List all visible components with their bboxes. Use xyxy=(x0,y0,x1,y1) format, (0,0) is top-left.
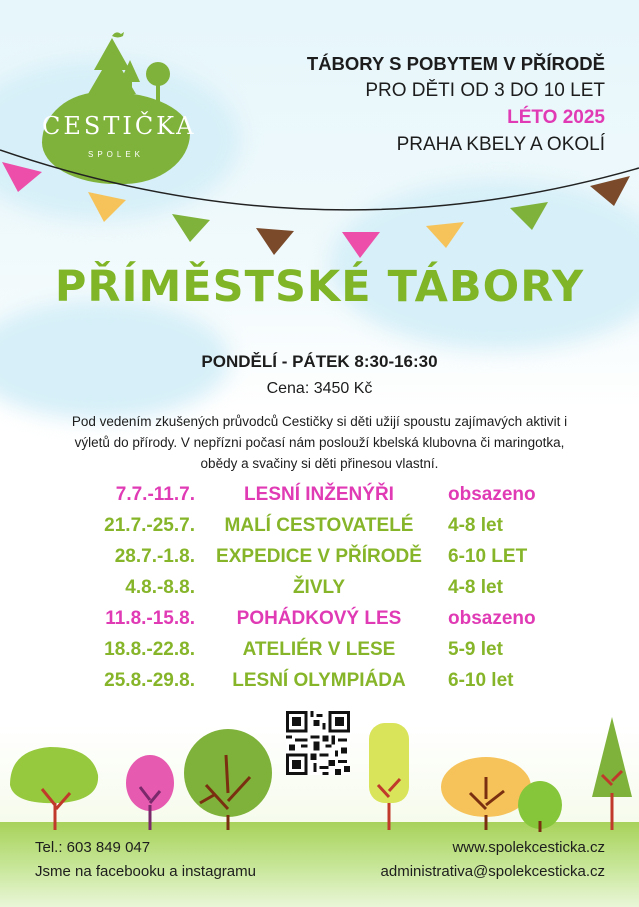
description: Pod vedením zkušených průvodců Cestičky si děti užijí spoustu zajímavých aktivit i výletů do přírody. V nepřízni počasí nám poslouží kbelská klubovna či maringotka, obědy a svačiny si děti přinesou vlastní. xyxy=(71,414,568,471)
schedule-info: obsazeno xyxy=(448,484,536,505)
social-note: Jsme na facebooku a instagramu xyxy=(35,863,256,880)
round-tree-icon xyxy=(518,781,562,832)
main-title: PŘÍMĚSTSKÉ TÁBORY xyxy=(54,262,585,312)
website-link[interactable]: www.spolekcesticka.cz xyxy=(452,839,605,856)
schedule-row xyxy=(0,546,639,576)
round-tree-icon xyxy=(441,757,531,830)
flag-green xyxy=(510,202,548,230)
header-season: LÉTO 2025 xyxy=(507,107,605,128)
schedule-dates: 11.8.-15.8. xyxy=(105,608,195,629)
pine-tree-icon xyxy=(369,723,409,830)
opening-hours: PONDĚLÍ - PÁTEK 8:30-16:30 xyxy=(201,352,438,371)
schedule-info: 6-10 LET xyxy=(448,546,528,567)
footer-contacts xyxy=(35,836,256,884)
footer-web xyxy=(381,836,605,884)
schedule-name: ŽIVLY xyxy=(292,577,346,598)
phone-number: Tel.: 603 849 047 xyxy=(35,839,151,856)
header-title: TÁBORY S POBYTEM V PŘÍRODĚ xyxy=(306,53,605,74)
schedule-info: 4-8 let xyxy=(448,577,503,598)
bird-icon xyxy=(112,32,124,38)
flag-brown xyxy=(590,176,630,206)
schedule-row xyxy=(0,670,639,700)
schedule-dates: 28.7.-1.8. xyxy=(114,546,195,567)
flag-green xyxy=(172,214,210,242)
schedule-name: POHÁDKOVÝ LES xyxy=(236,608,402,629)
schedule-dates: 18.8.-22.8. xyxy=(104,639,195,660)
schedule-info: obsazeno xyxy=(448,608,536,629)
round-tree-icon xyxy=(10,747,98,830)
pine-tree-icon xyxy=(592,717,632,830)
schedule-row xyxy=(0,484,639,514)
schedule-row xyxy=(0,577,639,607)
flag-pink xyxy=(342,232,380,258)
schedule-dates: 4.8.-8.8. xyxy=(125,577,195,598)
price: Cena: 3450 Kč xyxy=(266,380,373,397)
round-tree-icon xyxy=(184,729,272,830)
flag-yellow xyxy=(88,192,126,222)
schedule-dates: 7.7.-11.7. xyxy=(115,484,195,505)
schedule-dates: 25.8.-29.8. xyxy=(104,670,195,691)
schedule-name: LESNÍ INŽENÝŘI xyxy=(244,484,394,505)
schedule-dates: 21.7.-25.7. xyxy=(104,515,195,536)
schedule-row xyxy=(0,515,639,545)
schedule-row xyxy=(0,639,639,669)
schedule-name: EXPEDICE V PŘÍRODĚ xyxy=(216,546,422,567)
schedule-info: 5-9 let xyxy=(448,639,503,660)
round-tree-icon xyxy=(126,755,174,830)
flag-yellow xyxy=(426,222,464,248)
email-link[interactable]: administrativa@spolekcesticka.cz xyxy=(380,863,605,880)
flag-brown xyxy=(256,228,294,255)
header-age: PRO DĚTI OD 3 DO 10 LET xyxy=(365,80,605,101)
flag-pink xyxy=(2,162,42,192)
qr-code-icon xyxy=(286,711,350,775)
logo-subtitle: SPOLEK xyxy=(87,150,144,159)
header-location: PRAHA KBELY A OKOLÍ xyxy=(396,134,605,155)
logo-name: CESTIČKA xyxy=(42,112,197,140)
schedule-name: ATELIÉR V LESE xyxy=(242,639,396,660)
schedule-name: LESNÍ OLYMPIÁDA xyxy=(232,670,406,691)
schedule-info: 6-10 let xyxy=(448,670,514,691)
bunting-garland xyxy=(0,140,639,270)
schedule-row xyxy=(0,608,639,638)
schedule-info: 4-8 let xyxy=(448,515,503,536)
schedule-name: MALÍ CESTOVATELÉ xyxy=(224,515,414,536)
